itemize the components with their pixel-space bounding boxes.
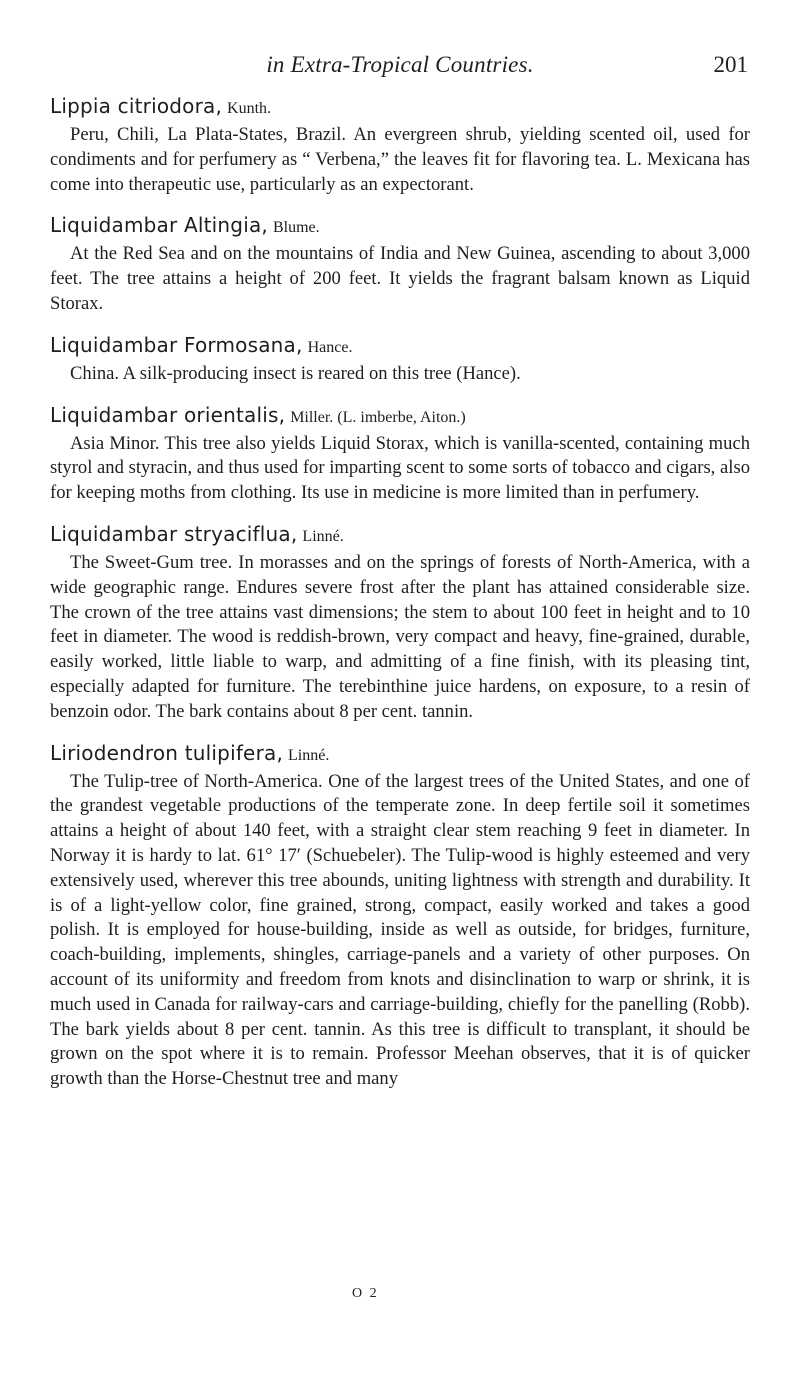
- entry-heading: [50, 331, 750, 362]
- entry-text: China. A silk-producing insect is reared on this tree (Hance).: [70, 362, 521, 384]
- entry-name: Liquidambar Altingia,: [50, 213, 268, 238]
- entry-authority: Linné.: [302, 527, 344, 545]
- entry-text: The Sweet-Gum tree. In morasses and on the springs of forests of North-America, with a wide geographic range. Endures severe frost after the plant has attained considerable size. The crown of the tree attains vast dimensions; the stem to about 100 feet in height and to 10 feet in diameter. The wood is reddish-brown, very compact and heavy, fine-grained, durable, easily worked, little liable to warp, and admitting of a fine finish, with its pleasing tint, especially adapted for furniture. The terebinthine juice hardens, on exposure, to a resin of benzoin odor. The bark contains about 8 per cent. tannin.: [50, 551, 750, 722]
- entry-authority: Kunth.: [227, 100, 272, 117]
- entry-authority: Hance.: [307, 338, 353, 356]
- running-head: in Extra-Tropical Countries.: [266, 52, 534, 77]
- entry-heading: [50, 520, 750, 551]
- entry-text: The Tulip-tree of North-America. One of the largest trees of the United States, and one of the grandest vegetable productions of the temperate zone. In deep fertile soil it sometimes attains a height of about 140 feet, with a straight clear stem reaching 9 feet in diameter. In Norway it is hardy to lat. 61° 17′ (Schuebeler). The Tulip-wood is highly esteemed and very extensively used, wherever this tree abounds, uniting lightness with strength and durability. It is of a light-yellow color, fine grained, strong, compact, easily worked and takes a good polish. It is employed for house-building, inside as well as outside, for bridges, furniture, coach-building, implements, shingles, carriage-panels and a variety of other purposes. On account of its uniformity and freedom from knots and disinclination to warp or shrink, it is much used in Canada for railway-cars and carriage-building, chiefly for the panelling (Robb). The bark yields about 8 per cent. tannin. As this tree is difficult to transplant, it should be grown on the spot where it is to remain. Professor Meehan observes, that it is of quicker growth than the Horse-Chestnut tree and many: [50, 770, 750, 1090]
- entry-liriodendron-tulipifera: [50, 739, 750, 1092]
- entry-heading: [50, 401, 750, 432]
- entry-name: Liriodendron tulipifera,: [50, 740, 284, 765]
- book-page: [50, 52, 750, 1106]
- entry-heading: [50, 211, 750, 242]
- page-header: [50, 52, 750, 92]
- entry-authority: Blume.: [272, 219, 320, 237]
- entry-heading: [50, 739, 750, 770]
- entry-text: Peru, Chili, La Plata-States, Brazil. An evergreen shrub, yielding scented oil, used for condiments and for perfumery as “ Verbena,” the leaves fit for flavoring tea. L. Mexicana has come into therapeutic use, particularly as an expectorant.: [50, 124, 750, 195]
- entry-authority: Miller. (L. imberbe, Aiton.): [290, 408, 466, 426]
- entry-name: Lippia citriodora,: [50, 94, 223, 118]
- entry-lippia-citriodora: [50, 92, 750, 197]
- entry-name: Liquidambar Formosana,: [50, 332, 303, 357]
- entry-text: Asia Minor. This tree also yields Liquid Storax, which is vanilla-scented, containing much styrol and styracin, and thus used for imparting scent to some sorts of tobacco and cigars, also for keeping moths from clothing. Its use in medicine is more limited than in perfumery.: [50, 432, 750, 504]
- entry-name: Liquidambar orientalis,: [50, 402, 286, 427]
- entry-authority: Linné.: [288, 746, 330, 764]
- entry-name: Liquidambar stryaciflua,: [50, 521, 298, 546]
- entry-heading: [50, 92, 750, 123]
- entry-liquidambar-orientalis: [50, 401, 750, 506]
- entry-liquidambar-stryaciflua: [50, 520, 750, 725]
- page-number: 201: [713, 52, 748, 77]
- signature-mark: O 2: [352, 1286, 379, 1301]
- entry-liquidambar-altingia: [50, 211, 750, 316]
- entry-text: At the Red Sea and on the mountains of India and New Guinea, ascending to about 3,000 feet. The tree attains a height of 200 feet. It yields the fragrant balsam known as Liquid Storax.: [50, 243, 750, 314]
- entry-liquidambar-formosana: [50, 331, 750, 387]
